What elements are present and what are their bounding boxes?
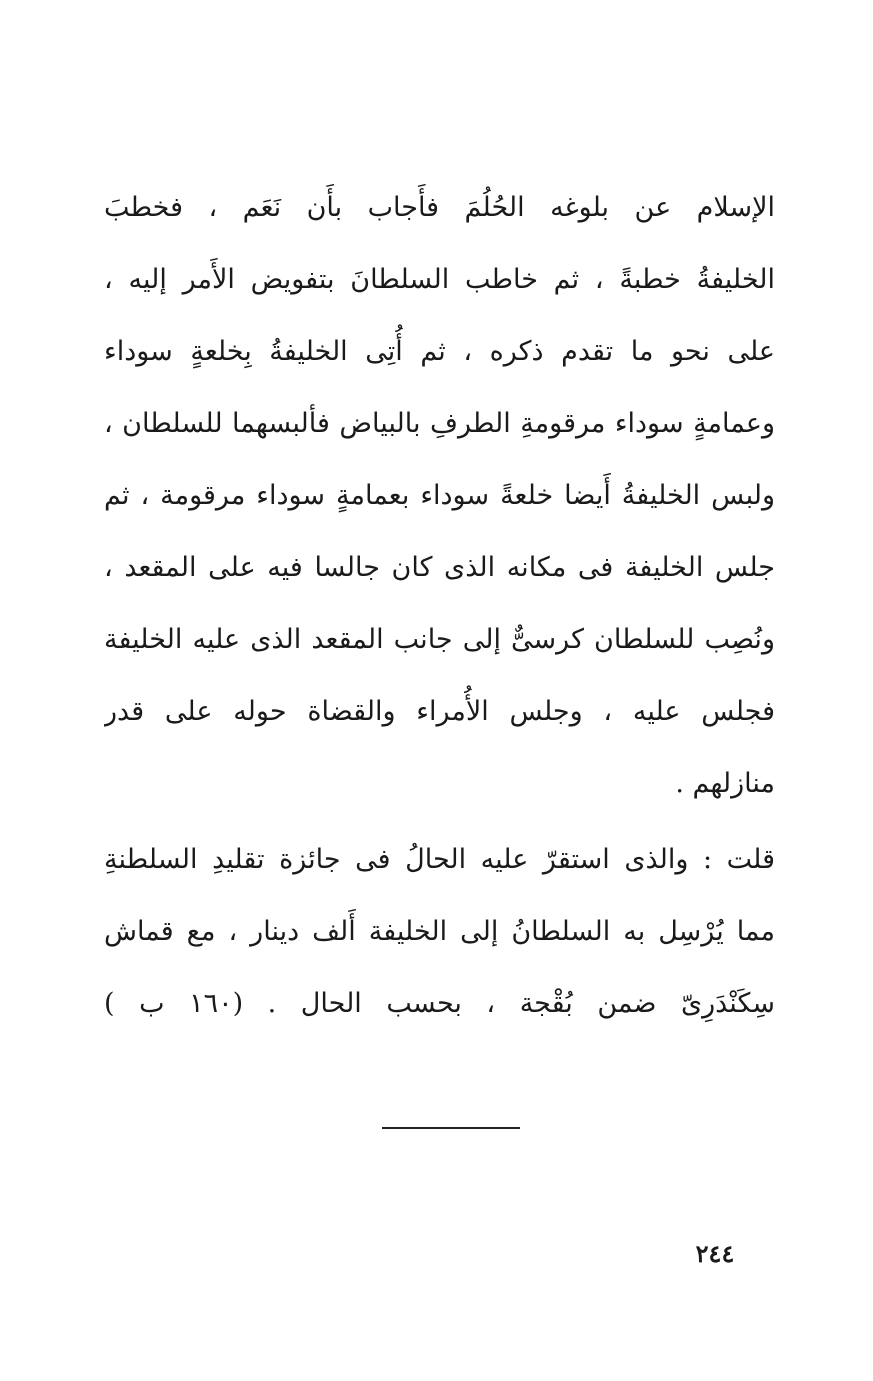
- text-line: مما يُرْسِل به السلطانُ إلى الخليفة أَلف دينار ، مع قماش: [104, 916, 775, 947]
- paragraph-2: [104, 828, 775, 1044]
- paragraph-1: [104, 176, 775, 824]
- text-line: ولبس الخليفةُ أَيضا خلعةً سوداء بعمامةٍ سوداء مرقومة ، ثم: [104, 480, 775, 511]
- text-line: على نحو ما تقدم ذكره ، ثم أُتِى الخليفةُ بِخلعةٍ سوداء: [104, 336, 775, 367]
- page-number: ٢٤٤: [695, 1239, 735, 1268]
- text-line: الخليفةُ خطبةً ، ثم خاطب السلطانَ بتفويض الأَمر إليه ،: [104, 264, 775, 295]
- text-line: فجلس عليه ، وجلس الأُمراء والقضاة حوله على قدر: [104, 696, 775, 727]
- section-divider: [382, 1127, 520, 1129]
- text-line: جلس الخليفة فى مكانه الذى كان جالسا فيه على المقعد ،: [104, 552, 775, 583]
- text-line: قلت : والذى استقرّ عليه الحالُ فى جائزة تقليدِ السلطنةِ: [104, 844, 775, 875]
- text-line: الإسلام عن بلوغه الحُلُمَ فأَجاب بأَن نَعَم ، فخطبَ: [104, 192, 775, 223]
- text-line: وعمامةٍ سوداء مرقومةِ الطرفِ بالبياض فألبسهما للسلطان ،: [104, 408, 775, 439]
- text-line: منازلهم .: [675, 768, 775, 799]
- text-line: سِكَنْدَرِىّ ضمن بُقْجة ، بحسب الحال . (١٦٠ ب ): [104, 988, 775, 1019]
- text-line: ونُصِب للسلطان كرسىٌّ إلى جانب المقعد الذى عليه الخليفة: [104, 624, 775, 655]
